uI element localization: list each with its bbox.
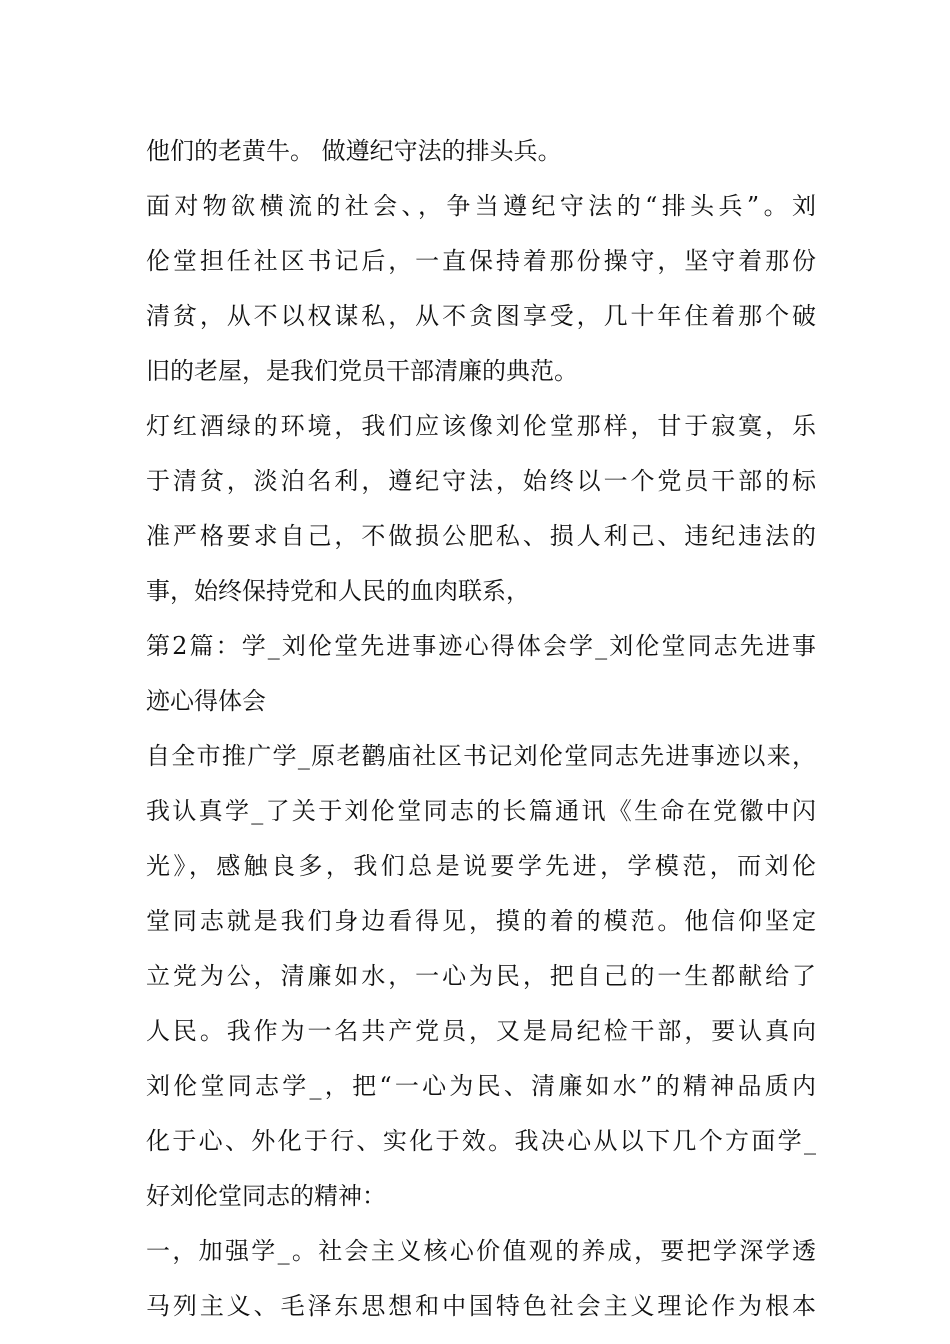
text-line: 旧的老屋，是我们党员干部清廉的典范。 [146, 357, 578, 385]
text-line: 面对物欲横流的社会、，争当遵纪守法的“排头兵”。刘 [146, 192, 816, 220]
document-body [146, 124, 816, 1334]
text-line: 化于心、外化于行、实化于效。我决心从以下几个方面学_ [146, 1127, 816, 1155]
text-line: 他们的老黄牛。 做遵纪守法的排头兵。 [146, 137, 562, 165]
text-line: 我认真学_了关于刘伦堂同志的长篇通讯《生命在党徽中闪 [146, 797, 816, 825]
text-line: 于清贫，淡泊名利，遵纪守法，始终以一个党员干部的标 [146, 467, 816, 495]
text-line: 刘伦堂同志学_，把“一心为民、清廉如水”的精神品质内 [146, 1072, 816, 1100]
text-line: 马列主义、毛泽东思想和中国特色社会主义理论作为根本 [146, 1292, 816, 1320]
text-line: 清贫，从不以权谋私，从不贪图享受，几十年住着那个破 [146, 302, 816, 330]
text-line: 立党为公，清廉如水，一心为民，把自己的一生都献给了 [146, 962, 816, 990]
text-line: 一，加强学_。社会主义核心价值观的养成，要把学深学透 [146, 1237, 816, 1265]
text-line: 人民。我作为一名共产党员，又是局纪检干部，要认真向 [146, 1017, 816, 1045]
text-line: 准严格要求自己，不做损公肥私、损人利己、违纪违法的 [146, 522, 816, 550]
text-line: 迹心得体会 [146, 687, 266, 715]
text-line: 伦堂担任社区书记后，一直保持着那份操守，坚守着那份 [146, 247, 816, 275]
text-line: 好刘伦堂同志的精神： [146, 1182, 386, 1210]
text-line: 自全市推广学_原老鹳庙社区书记刘伦堂同志先进事迹以来， [146, 742, 816, 770]
text-line: 灯红酒绿的环境，我们应该像刘伦堂那样，甘于寂寞，乐 [146, 412, 816, 440]
text-line: 堂同志就是我们身边看得见，摸的着的模范。他信仰坚定 [146, 907, 816, 935]
text-line: 事，始终保持党和人民的血肉联系， [146, 577, 530, 605]
text-line: 第2篇：学_刘伦堂先进事迹心得体会学_刘伦堂同志先进事 [146, 632, 816, 660]
text-line: 光》，感触良多，我们总是说要学先进，学模范，而刘伦 [146, 852, 816, 880]
